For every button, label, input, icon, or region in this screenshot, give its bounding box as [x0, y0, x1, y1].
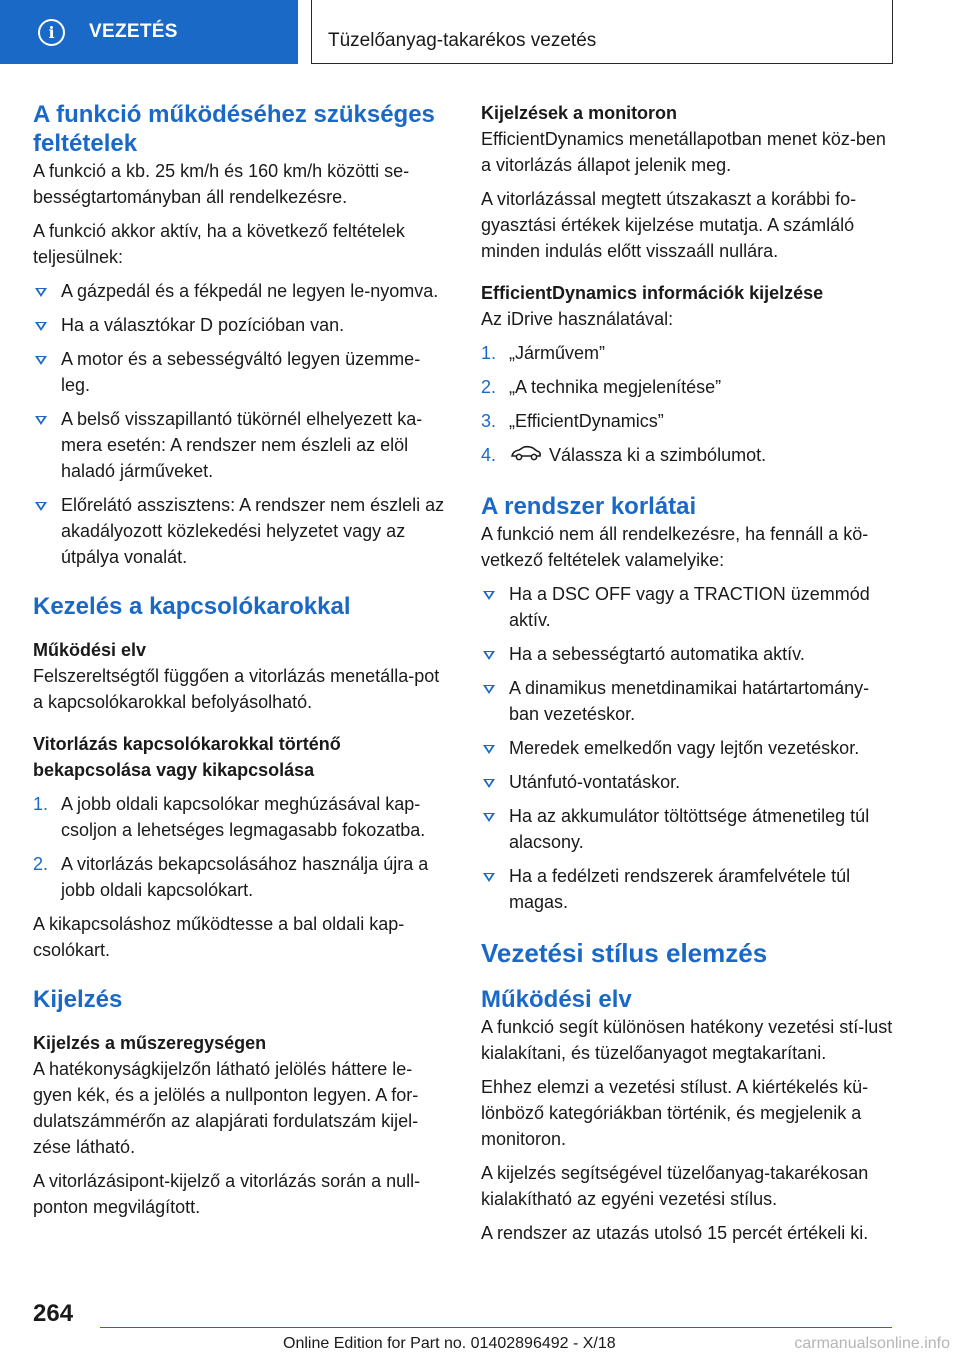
list-item: Ha a választókar D pozícióban van. [33, 312, 449, 338]
section-label: VEZETÉS [89, 21, 178, 42]
paragraph: A funkció akkor aktív, ha a következő feltételek teljesülnek: [33, 221, 405, 267]
heading-switch: Vitorlázás kapcsolókarokkal történő bekapcsolása vagy kikapcsolása [33, 734, 341, 780]
heading-cluster: Kijelzés a műszeregységen [33, 1033, 267, 1053]
chapter-title: Tüzelőanyag-takarékos vezetés [328, 30, 597, 51]
paragraph: A funkció a kb. 25 km/h és 160 km/h közötti se-bességtartományban áll rendelkezésre. [33, 161, 410, 207]
list-item: 1. A jobb oldali kapcsolókar meghúzásával kap-csoljon a lehetséges legmagasabb fokozatba. [33, 794, 426, 840]
list-item: 2. „A technika megjelenítése” [481, 377, 722, 397]
heading-style-principle: Működési elv [481, 985, 632, 1013]
chapter-box [311, 0, 893, 64]
list-item: Utánfutó-vontatáskor. [481, 769, 897, 795]
heading-limits: A rendszer korlátai [481, 492, 697, 520]
list-item: 2. A vitorlázás bekapcsolásához használja újra a jobb oldali kapcsolókart. [33, 854, 429, 900]
paragraph: Ehhez elemzi a vezetési stílust. A kiértékelés kü-lönböző kategóriákban történik, és megjelenik a monitoron. [481, 1076, 869, 1149]
heading-operation: Kezelés a kapcsolókarokkal [33, 593, 351, 620]
footer-edition: Online Edition for Part no. 01402896492 - X/18 [283, 1335, 616, 1352]
list-item: 3. „EfficientDynamics” [481, 411, 664, 431]
list-item: 4. Válassza ki a szimbólumot. [481, 442, 897, 470]
page-number: 264 [33, 1300, 74, 1327]
paragraph: EfficientDynamics menetállapotban menet köz-ben a vitorlázás állapot jelenik meg. [481, 129, 886, 175]
limits-list [481, 581, 897, 915]
heading-conditions: A funkció működéséhez szükséges feltételek [33, 101, 435, 157]
list-item: A belső visszapillantó tükörnél elhelyezett ka-mera esetén: A rendszer nem észleli az elöl haladó járműveket. [33, 406, 449, 484]
heading-principle: Működési elv [33, 640, 147, 660]
list-item: Ha a DSC OFF vagy a TRACTION üzemmód aktív. [481, 581, 897, 633]
conditions-list [33, 278, 449, 570]
paragraph: A rendszer az utazás utolsó 15 percét értékeli ki. [481, 1222, 869, 1243]
list-item: Ha a sebességtartó automatika aktív. [481, 641, 897, 667]
paragraph: A funkció segít különösen hatékony vezetési stí-lust kialakítani, és tüzelőanyagot megtakarítani. [481, 1016, 893, 1063]
paragraph: Felszereltségtől függően a vitorlázás menetálla-pot a kapcsolókarokkal befolyásolható. [33, 666, 440, 712]
paragraph: A hatékonyságkijelzőn látható jelölés háttere le-gyen kék, és a jelölés a nullponton legyen. A for-dulatszámmérőn az alapjárati fordulatszám kijel-zése látható. [33, 1059, 419, 1157]
list-item: A dinamikus menetdinamikai határtartomány-ban vezetéskor. [481, 675, 897, 727]
paragraph: A vitorlázással megtett útszakaszt a korábbi fo-gyasztási értékek kijelzése mutatja. A számláló minden indulás előtt visszaáll nullára. [481, 189, 857, 261]
idrive-steps [481, 340, 897, 470]
list-item: A gázpedál és a fékpedál ne legyen le-nyomva. [33, 278, 449, 304]
info-icon: i [38, 19, 65, 46]
left-column [33, 100, 449, 1220]
list-item: A motor és a sebességváltó legyen üzemme-leg. [33, 346, 449, 398]
paragraph: A kikapcsoláshoz működtesse a bal oldali kap-csolókart. [33, 914, 405, 960]
watermark: carmanualsonline.info [794, 1335, 950, 1352]
heading-display: Kijelzés [33, 986, 123, 1013]
list-item: Ha a fedélzeti rendszerek áramfelvétele túl magas. [481, 863, 897, 915]
heading-efficient: EfficientDynamics információk kijelzése [481, 283, 824, 303]
paragraph: Az iDrive használatával: [481, 309, 674, 329]
switch-steps [33, 791, 449, 903]
list-item: 1. „Járművem” [481, 343, 606, 363]
page-header [0, 0, 960, 66]
heading-monitor: Kijelzések a monitoron [481, 103, 678, 123]
list-item: Előrelátó asszisztens: A rendszer nem észleli az akadályozott közlekedési helyzetet vagy az útpálya vonalát. [33, 492, 449, 570]
section-tab [0, 0, 298, 64]
paragraph: A kijelzés segítségével tüzelőanyag-takarékosan kialakítható az egyéni vezetési stílus. [481, 1162, 869, 1209]
paragraph: A vitorlázásipont-kijelző a vitorlázás során a null-ponton megvilágított. [33, 1171, 421, 1217]
list-item: Meredek emelkedőn vagy lejtőn vezetéskor. [481, 735, 897, 761]
list-item: Ha az akkumulátor töltöttsége átmenetileg túl alacsony. [481, 803, 897, 855]
paragraph: A funkció nem áll rendelkezésre, ha fennáll a kö-vetkező feltételek valamelyike: [481, 523, 869, 570]
right-column [481, 100, 897, 1246]
footer-divider [100, 1327, 892, 1328]
heading-style: Vezetési stílus elemzés [481, 937, 768, 968]
car-efficiency-icon [509, 443, 543, 470]
